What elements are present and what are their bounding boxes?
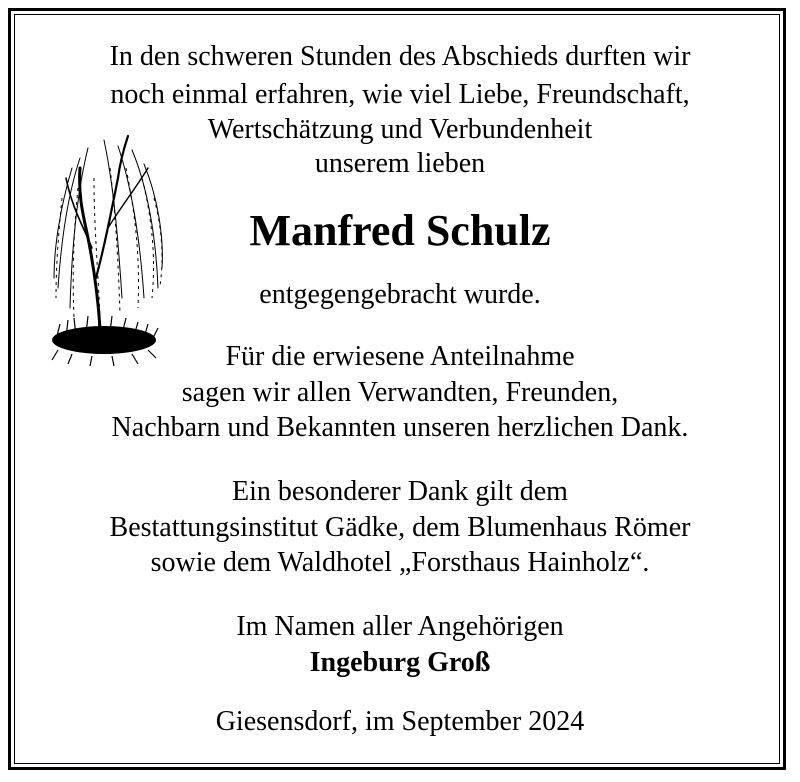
thanks-line-1: Für die erwiesene Anteilnahme xyxy=(225,341,575,372)
intro-line-3: Wertschätzung und Verbundenheit xyxy=(207,114,593,145)
after-name-line: entgegengebracht wurde. xyxy=(259,279,541,310)
signature-intro: Im Namen aller Angehörigen xyxy=(236,611,564,642)
special-thanks-line-2: Bestattungsinstitut Gädke, dem Blumenhaus Römer xyxy=(109,512,691,543)
deceased-name: Manfred Schulz xyxy=(249,206,551,255)
signature-name: Ingeburg Groß xyxy=(309,647,491,678)
special-thanks-line-3: sowie dem Waldhotel „Forsthaus Hainholz“. xyxy=(150,547,650,578)
intro-line-2: noch einmal erfahren, wie viel Liebe, Freundschaft, xyxy=(110,79,690,110)
thanks-line-2: sagen wir allen Verwandten, Freunden, xyxy=(181,377,619,408)
special-thanks-line-1: Ein besonderer Dank gilt dem xyxy=(232,476,568,507)
intro-line-1: In den schweren Stunden des Abschieds durften wir xyxy=(109,41,691,72)
thanks-line-3: Nachbarn und Bekannten unseren herzlichen Dank. xyxy=(111,412,689,443)
place-date: Giesensdorf, im September 2024 xyxy=(215,706,585,737)
intro-line-4: unserem lieben xyxy=(314,148,486,179)
